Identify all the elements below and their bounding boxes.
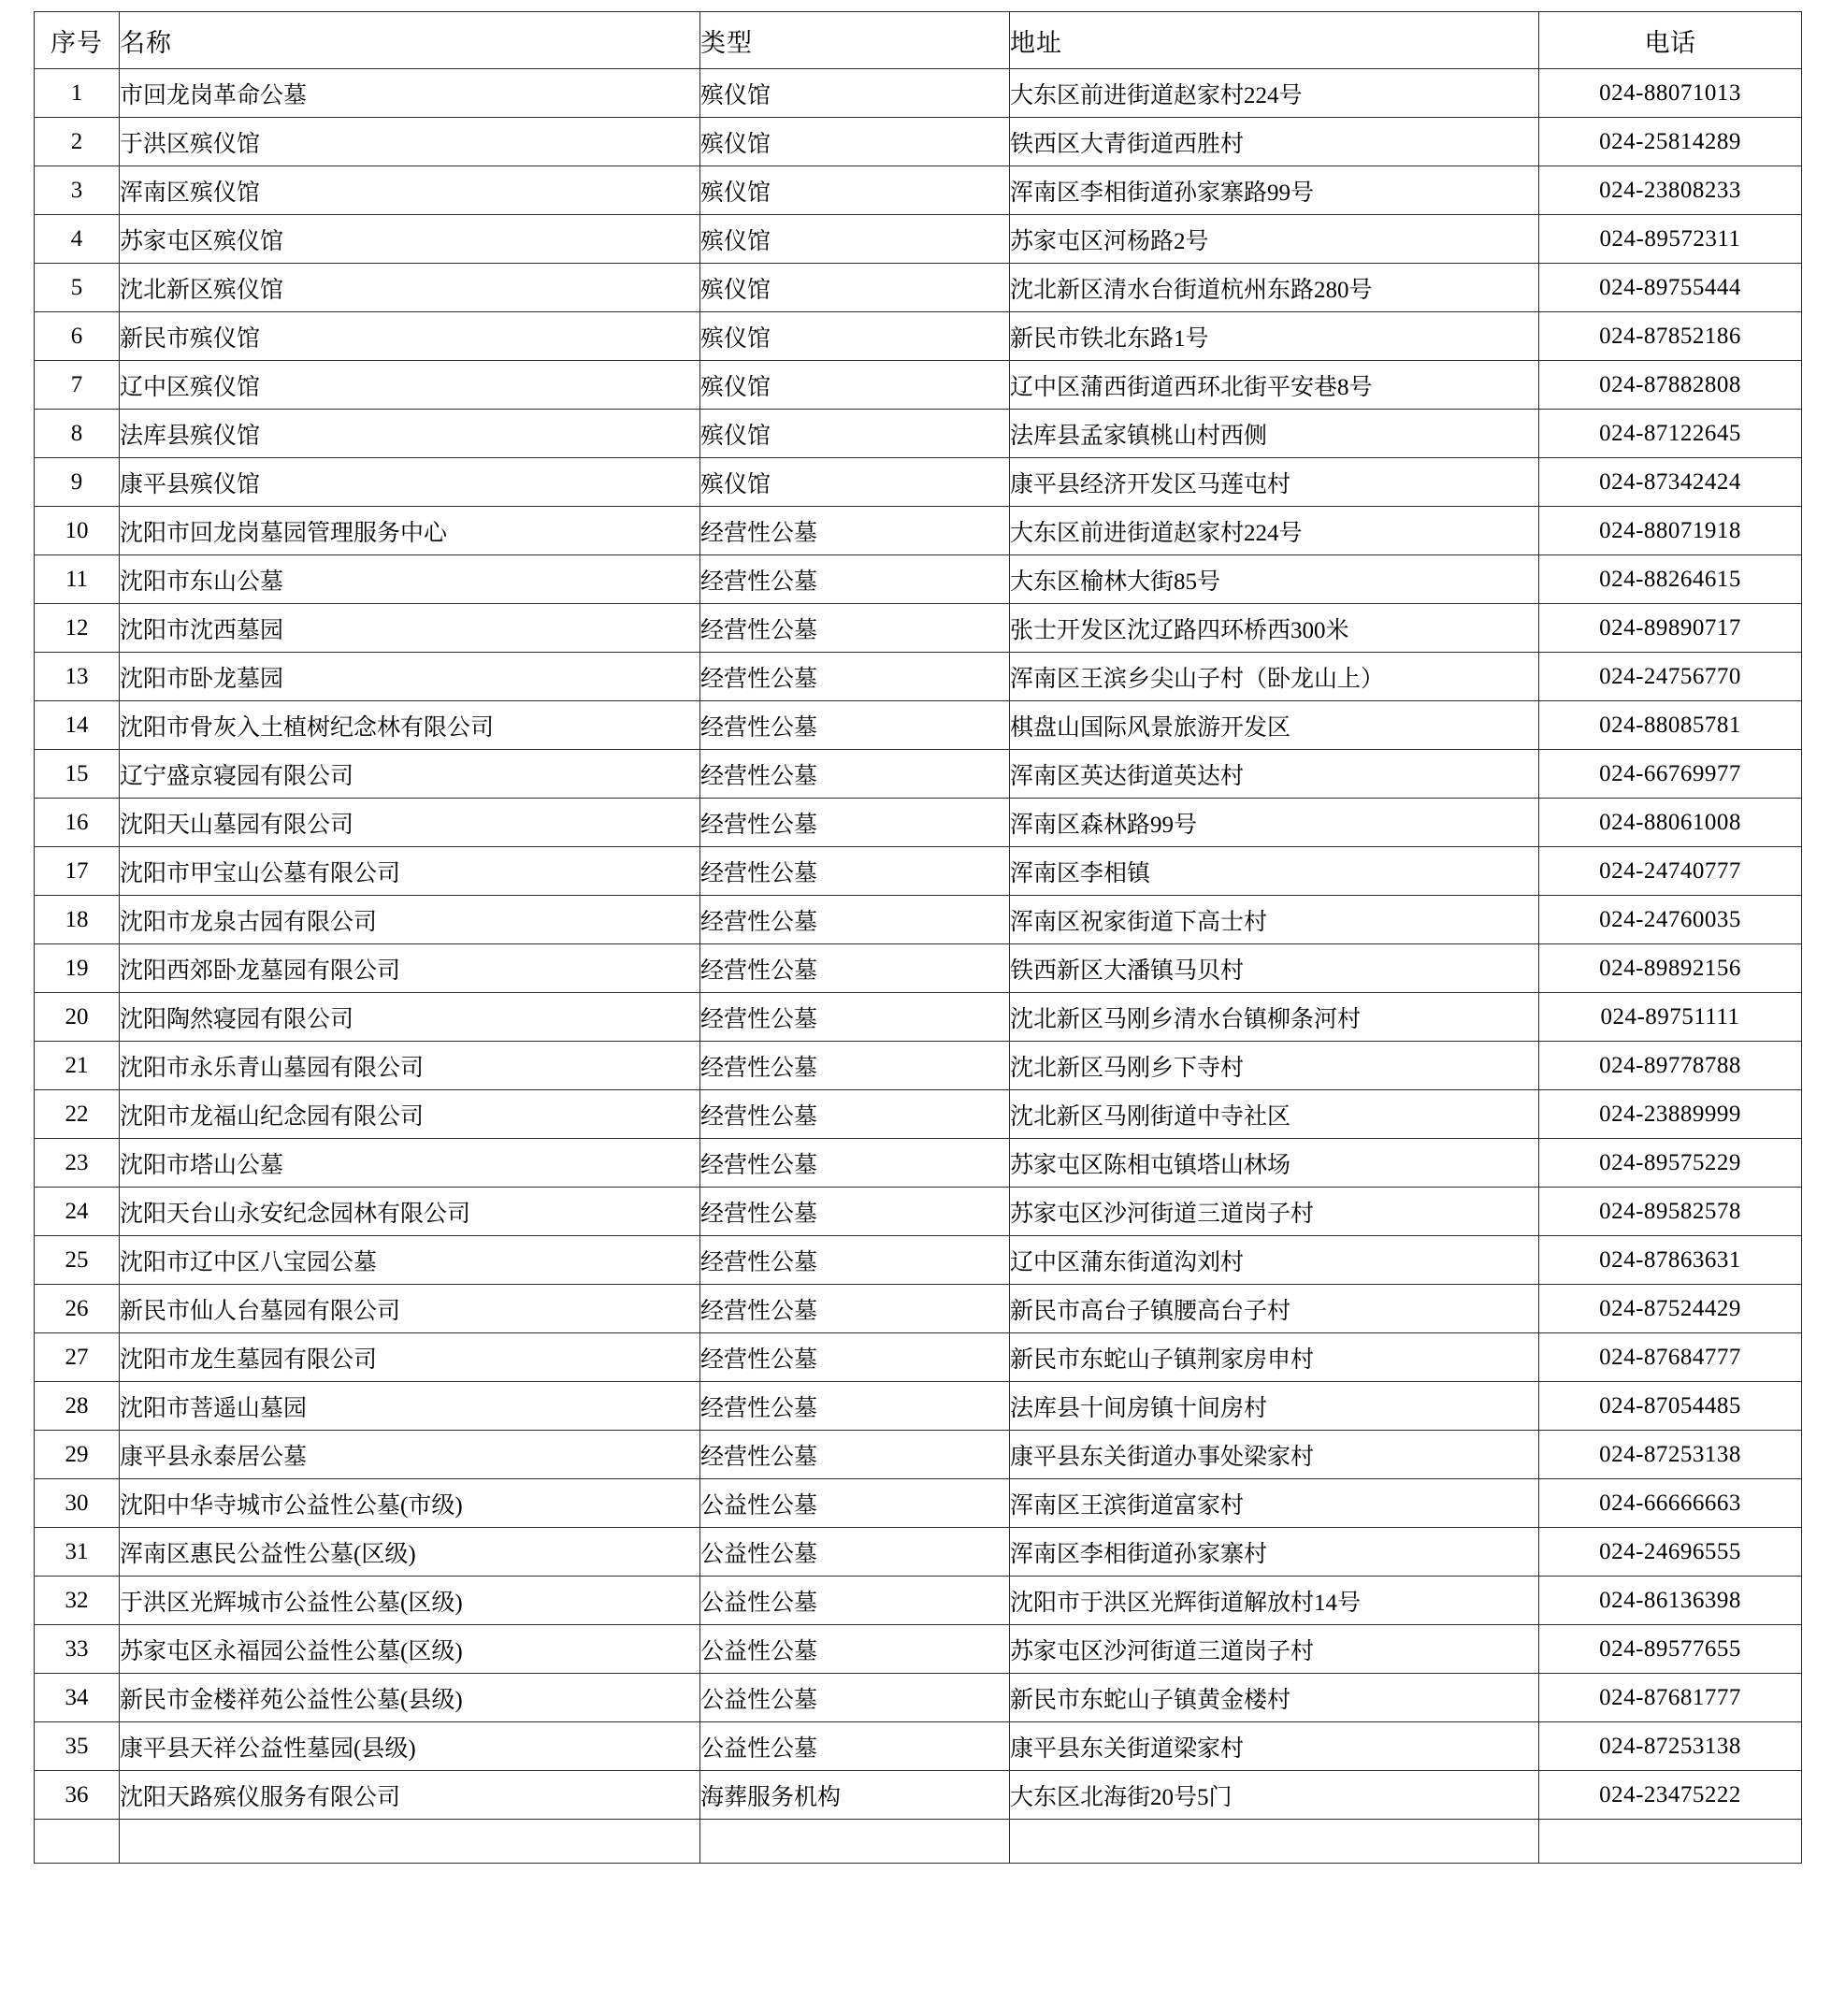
cell-name: 沈阳市东山公墓 — [120, 555, 700, 604]
cell-address: 大东区榆林大街85号 — [1010, 555, 1539, 604]
cell-type: 经营性公墓 — [700, 896, 1010, 944]
cell-address: 辽中区蒲东街道沟刘村 — [1010, 1236, 1539, 1285]
table-row — [35, 799, 1802, 847]
cell-address: 大东区前进街道赵家村224号 — [1010, 507, 1539, 555]
cell-phone — [1539, 1479, 1802, 1528]
cell-index: 30 — [35, 1479, 120, 1528]
cell-phone — [1539, 847, 1802, 896]
cell-address: 浑南区李相镇 — [1010, 847, 1539, 896]
cell-address: 铁西新区大潘镇马贝村 — [1010, 944, 1539, 993]
cell-index: 8 — [35, 410, 120, 458]
table-row — [35, 1431, 1802, 1479]
table-row — [35, 1042, 1802, 1090]
cell-name — [120, 1820, 700, 1864]
cell-type: 经营性公墓 — [700, 653, 1010, 701]
cell-index: 34 — [35, 1674, 120, 1722]
cell-type: 经营性公墓 — [700, 944, 1010, 993]
cell-phone — [1539, 750, 1802, 799]
cell-index: 3 — [35, 166, 120, 215]
cell-index: 32 — [35, 1577, 120, 1625]
cell-phone — [1539, 1139, 1802, 1188]
cell-name: 新民市仙人台墓园有限公司 — [120, 1285, 700, 1333]
table-row-blank — [35, 1820, 1802, 1864]
cell-index: 28 — [35, 1382, 120, 1431]
table-row — [35, 1625, 1802, 1674]
cell-type: 公益性公墓 — [700, 1528, 1010, 1577]
phone-value: 024-87863631 — [1599, 1246, 1741, 1273]
cell-phone — [1539, 1577, 1802, 1625]
cell-address: 张士开发区沈辽路四环桥西300米 — [1010, 604, 1539, 653]
cell-name: 沈阳陶然寝园有限公司 — [120, 993, 700, 1042]
cell-phone — [1539, 604, 1802, 653]
phone-value: 024-87342424 — [1599, 468, 1741, 495]
cell-type: 殡仪馆 — [700, 458, 1010, 507]
cell-phone — [1539, 312, 1802, 361]
cell-address: 新民市东蛇山子镇荆家房申村 — [1010, 1333, 1539, 1382]
cell-index: 4 — [35, 215, 120, 264]
cell-type: 殡仪馆 — [700, 410, 1010, 458]
table-row — [35, 1674, 1802, 1722]
cell-address: 大东区北海街20号5门 — [1010, 1771, 1539, 1820]
cell-index: 22 — [35, 1090, 120, 1139]
phone-value: 024-89778788 — [1599, 1052, 1741, 1078]
cell-name: 康平县永泰居公墓 — [120, 1431, 700, 1479]
cell-index: 27 — [35, 1333, 120, 1382]
cell-index: 14 — [35, 701, 120, 750]
cell-index: 16 — [35, 799, 120, 847]
cell-name: 于洪区光辉城市公益性公墓(区级) — [120, 1577, 700, 1625]
cell-address: 铁西区大青街道西胜村 — [1010, 118, 1539, 166]
cell-phone — [1539, 1820, 1802, 1864]
cell-address: 浑南区李相街道孙家寨村 — [1010, 1528, 1539, 1577]
cell-phone — [1539, 1625, 1802, 1674]
phone-value: 024-66769977 — [1599, 760, 1741, 786]
column-header-type: 类型 — [700, 12, 1010, 69]
cell-type: 经营性公墓 — [700, 701, 1010, 750]
cell-address: 苏家屯区陈相屯镇塔山林场 — [1010, 1139, 1539, 1188]
cell-address: 沈北新区马刚乡清水台镇柳条河村 — [1010, 993, 1539, 1042]
cell-address: 苏家屯区沙河街道三道岗子村 — [1010, 1625, 1539, 1674]
table-row — [35, 750, 1802, 799]
cell-name: 辽宁盛京寝园有限公司 — [120, 750, 700, 799]
cell-name: 辽中区殡仪馆 — [120, 361, 700, 410]
table-row — [35, 166, 1802, 215]
cell-name: 沈阳市回龙岗墓园管理服务中心 — [120, 507, 700, 555]
cell-phone — [1539, 507, 1802, 555]
cell-type: 殡仪馆 — [700, 312, 1010, 361]
cell-phone — [1539, 458, 1802, 507]
phone-value: 024-25814289 — [1599, 128, 1741, 154]
cell-name: 沈阳天台山永安纪念园林有限公司 — [120, 1188, 700, 1236]
phone-value: 024-88264615 — [1599, 566, 1741, 592]
cell-phone — [1539, 1528, 1802, 1577]
cell-index: 11 — [35, 555, 120, 604]
cell-address: 康平县经济开发区马莲屯村 — [1010, 458, 1539, 507]
cell-name: 沈阳市龙泉古园有限公司 — [120, 896, 700, 944]
cell-index: 25 — [35, 1236, 120, 1285]
cell-phone — [1539, 896, 1802, 944]
cell-index: 15 — [35, 750, 120, 799]
cell-name: 康平县天祥公益性墓园(县级) — [120, 1722, 700, 1771]
cell-address: 沈北新区清水台街道杭州东路280号 — [1010, 264, 1539, 312]
cell-phone — [1539, 993, 1802, 1042]
cell-index: 20 — [35, 993, 120, 1042]
phone-value: 024-88071013 — [1599, 79, 1741, 106]
cell-phone — [1539, 1042, 1802, 1090]
cell-type: 经营性公墓 — [700, 1236, 1010, 1285]
cell-address: 棋盘山国际风景旅游开发区 — [1010, 701, 1539, 750]
cell-address: 法库县十间房镇十间房村 — [1010, 1382, 1539, 1431]
column-header-name: 名称 — [120, 12, 700, 69]
table-row — [35, 701, 1802, 750]
table-row — [35, 653, 1802, 701]
cell-index: 23 — [35, 1139, 120, 1188]
funeral-facilities-table — [34, 11, 1802, 1864]
cell-phone — [1539, 555, 1802, 604]
cell-index: 24 — [35, 1188, 120, 1236]
cell-name: 浑南区惠民公益性公墓(区级) — [120, 1528, 700, 1577]
cell-name: 沈阳市龙福山纪念园有限公司 — [120, 1090, 700, 1139]
cell-name: 新民市殡仪馆 — [120, 312, 700, 361]
phone-value: 024-87122645 — [1599, 420, 1741, 446]
cell-phone — [1539, 215, 1802, 264]
phone-value: 024-89572311 — [1599, 225, 1741, 252]
cell-index: 31 — [35, 1528, 120, 1577]
table-row — [35, 118, 1802, 166]
table-row — [35, 1333, 1802, 1382]
cell-name: 市回龙岗革命公墓 — [120, 69, 700, 118]
phone-value: 024-87524429 — [1599, 1295, 1741, 1321]
phone-value: 024-24696555 — [1599, 1538, 1741, 1564]
cell-address: 沈北新区马刚街道中寺社区 — [1010, 1090, 1539, 1139]
cell-phone — [1539, 1333, 1802, 1382]
cell-index: 33 — [35, 1625, 120, 1674]
cell-index: 36 — [35, 1771, 120, 1820]
table-row — [35, 1528, 1802, 1577]
cell-index: 13 — [35, 653, 120, 701]
cell-index: 35 — [35, 1722, 120, 1771]
cell-phone — [1539, 1236, 1802, 1285]
cell-phone — [1539, 653, 1802, 701]
column-header-phone: 电话 — [1539, 12, 1802, 69]
cell-index: 21 — [35, 1042, 120, 1090]
cell-address: 浑南区王滨乡尖山子村（卧龙山上） — [1010, 653, 1539, 701]
table-row — [35, 507, 1802, 555]
cell-index — [35, 1820, 120, 1864]
cell-index: 7 — [35, 361, 120, 410]
cell-name: 沈阳市骨灰入土植树纪念林有限公司 — [120, 701, 700, 750]
table-row — [35, 1188, 1802, 1236]
phone-value: 024-88071918 — [1599, 517, 1741, 543]
phone-value: 024-23889999 — [1599, 1101, 1741, 1127]
cell-type: 殡仪馆 — [700, 166, 1010, 215]
phone-value: 024-23808233 — [1599, 177, 1741, 203]
cell-type: 经营性公墓 — [700, 1188, 1010, 1236]
table-row — [35, 1382, 1802, 1431]
cell-name: 沈阳市龙生墓园有限公司 — [120, 1333, 700, 1382]
cell-type: 经营性公墓 — [700, 750, 1010, 799]
cell-index: 18 — [35, 896, 120, 944]
cell-type: 经营性公墓 — [700, 847, 1010, 896]
cell-phone — [1539, 361, 1802, 410]
cell-name: 沈阳中华寺城市公益性公墓(市级) — [120, 1479, 700, 1528]
phone-value: 024-87684777 — [1599, 1344, 1741, 1370]
cell-index: 6 — [35, 312, 120, 361]
table-row — [35, 361, 1802, 410]
phone-value: 024-89582578 — [1599, 1198, 1741, 1224]
phone-value: 024-23475222 — [1599, 1781, 1741, 1807]
cell-index: 10 — [35, 507, 120, 555]
cell-address: 浑南区森林路99号 — [1010, 799, 1539, 847]
table-row — [35, 1479, 1802, 1528]
cell-address: 大东区前进街道赵家村224号 — [1010, 69, 1539, 118]
table-header — [35, 12, 1802, 69]
cell-phone — [1539, 799, 1802, 847]
phone-value: 024-24756770 — [1599, 663, 1741, 689]
cell-phone — [1539, 701, 1802, 750]
cell-type: 经营性公墓 — [700, 1042, 1010, 1090]
cell-name: 沈阳市永乐青山墓园有限公司 — [120, 1042, 700, 1090]
cell-type: 公益性公墓 — [700, 1577, 1010, 1625]
cell-type: 经营性公墓 — [700, 1139, 1010, 1188]
cell-name: 康平县殡仪馆 — [120, 458, 700, 507]
cell-address: 新民市东蛇山子镇黄金楼村 — [1010, 1674, 1539, 1722]
table-row — [35, 1771, 1802, 1820]
cell-address: 沈北新区马刚乡下寺村 — [1010, 1042, 1539, 1090]
cell-name: 浑南区殡仪馆 — [120, 166, 700, 215]
cell-type: 经营性公墓 — [700, 1285, 1010, 1333]
phone-value: 024-89751111 — [1600, 1003, 1740, 1030]
table-row — [35, 458, 1802, 507]
cell-type: 经营性公墓 — [700, 1382, 1010, 1431]
cell-phone — [1539, 1090, 1802, 1139]
table-row — [35, 215, 1802, 264]
phone-value: 024-88085781 — [1599, 712, 1741, 738]
table-row — [35, 1139, 1802, 1188]
cell-type: 经营性公墓 — [700, 1333, 1010, 1382]
phone-value: 024-89890717 — [1599, 614, 1741, 641]
table-row — [35, 847, 1802, 896]
column-header-index: 序号 — [35, 12, 120, 69]
cell-phone — [1539, 69, 1802, 118]
cell-address: 新民市高台子镇腰高台子村 — [1010, 1285, 1539, 1333]
cell-name: 沈阳天山墓园有限公司 — [120, 799, 700, 847]
cell-type: 殡仪馆 — [700, 264, 1010, 312]
phone-value: 024-87882808 — [1599, 371, 1741, 397]
cell-name: 苏家屯区永福园公益性公墓(区级) — [120, 1625, 700, 1674]
cell-index: 19 — [35, 944, 120, 993]
cell-address: 苏家屯区沙河街道三道岗子村 — [1010, 1188, 1539, 1236]
cell-phone — [1539, 1188, 1802, 1236]
cell-address: 浑南区祝家街道下高士村 — [1010, 896, 1539, 944]
table-row — [35, 410, 1802, 458]
table-row — [35, 264, 1802, 312]
table-row — [35, 993, 1802, 1042]
phone-value: 024-87253138 — [1599, 1733, 1741, 1759]
phone-value: 024-24740777 — [1599, 857, 1741, 884]
cell-address: 沈阳市于洪区光辉街道解放村14号 — [1010, 1577, 1539, 1625]
cell-phone — [1539, 1285, 1802, 1333]
cell-address — [1010, 1820, 1539, 1864]
cell-type: 经营性公墓 — [700, 555, 1010, 604]
cell-type: 公益性公墓 — [700, 1625, 1010, 1674]
table-row — [35, 312, 1802, 361]
phone-value: 024-24760035 — [1599, 906, 1741, 932]
cell-type: 公益性公墓 — [700, 1722, 1010, 1771]
cell-phone — [1539, 410, 1802, 458]
cell-index: 12 — [35, 604, 120, 653]
cell-type: 殡仪馆 — [700, 215, 1010, 264]
cell-type: 经营性公墓 — [700, 1090, 1010, 1139]
table-header-row — [35, 12, 1802, 69]
cell-type: 殡仪馆 — [700, 361, 1010, 410]
cell-type: 经营性公墓 — [700, 799, 1010, 847]
cell-type — [700, 1820, 1010, 1864]
table-row — [35, 69, 1802, 118]
cell-address: 康平县东关街道梁家村 — [1010, 1722, 1539, 1771]
cell-phone — [1539, 264, 1802, 312]
cell-phone — [1539, 166, 1802, 215]
phone-value: 024-88061008 — [1599, 809, 1741, 835]
cell-phone — [1539, 1382, 1802, 1431]
cell-name: 沈阳天路殡仪服务有限公司 — [120, 1771, 700, 1820]
phone-value: 024-89892156 — [1599, 955, 1741, 981]
cell-type: 经营性公墓 — [700, 1431, 1010, 1479]
cell-type: 公益性公墓 — [700, 1674, 1010, 1722]
column-header-address: 地址 — [1010, 12, 1539, 69]
cell-index: 26 — [35, 1285, 120, 1333]
cell-index: 5 — [35, 264, 120, 312]
cell-name: 于洪区殡仪馆 — [120, 118, 700, 166]
cell-phone — [1539, 1722, 1802, 1771]
cell-address: 浑南区王滨街道富家村 — [1010, 1479, 1539, 1528]
cell-index: 2 — [35, 118, 120, 166]
cell-type: 经营性公墓 — [700, 604, 1010, 653]
cell-name: 沈阳西郊卧龙墓园有限公司 — [120, 944, 700, 993]
phone-value: 024-66666663 — [1599, 1490, 1741, 1516]
cell-type: 殡仪馆 — [700, 118, 1010, 166]
cell-type: 公益性公墓 — [700, 1479, 1010, 1528]
phone-value: 024-87054485 — [1599, 1392, 1741, 1418]
cell-name: 苏家屯区殡仪馆 — [120, 215, 700, 264]
table-row — [35, 1577, 1802, 1625]
cell-name: 法库县殡仪馆 — [120, 410, 700, 458]
cell-phone — [1539, 1674, 1802, 1722]
cell-type: 经营性公墓 — [700, 993, 1010, 1042]
cell-index: 17 — [35, 847, 120, 896]
table-row — [35, 555, 1802, 604]
table-row — [35, 1722, 1802, 1771]
table-row — [35, 1236, 1802, 1285]
cell-name: 沈北新区殡仪馆 — [120, 264, 700, 312]
phone-value: 024-89577655 — [1599, 1635, 1741, 1662]
cell-type: 经营性公墓 — [700, 507, 1010, 555]
cell-name: 沈阳市塔山公墓 — [120, 1139, 700, 1188]
cell-name: 新民市金楼祥苑公益性公墓(县级) — [120, 1674, 700, 1722]
cell-name: 沈阳市沈西墓园 — [120, 604, 700, 653]
cell-phone — [1539, 1431, 1802, 1479]
phone-value: 024-86136398 — [1599, 1587, 1741, 1613]
cell-address: 浑南区英达街道英达村 — [1010, 750, 1539, 799]
cell-address: 浑南区李相街道孙家寨路99号 — [1010, 166, 1539, 215]
table-row — [35, 1285, 1802, 1333]
phone-value: 024-89575229 — [1599, 1149, 1741, 1175]
phone-value: 024-87253138 — [1599, 1441, 1741, 1467]
cell-phone — [1539, 1771, 1802, 1820]
cell-address: 辽中区蒲西街道西环北街平安巷8号 — [1010, 361, 1539, 410]
cell-address: 法库县孟家镇桃山村西侧 — [1010, 410, 1539, 458]
cell-name: 沈阳市卧龙墓园 — [120, 653, 700, 701]
cell-name: 沈阳市菩遥山墓园 — [120, 1382, 700, 1431]
cell-index: 29 — [35, 1431, 120, 1479]
cell-address: 新民市铁北东路1号 — [1010, 312, 1539, 361]
cell-address: 康平县东关街道办事处梁家村 — [1010, 1431, 1539, 1479]
table-body — [35, 69, 1802, 1864]
cell-name: 沈阳市甲宝山公墓有限公司 — [120, 847, 700, 896]
cell-type: 殡仪馆 — [700, 69, 1010, 118]
table-row — [35, 944, 1802, 993]
table-row — [35, 604, 1802, 653]
cell-index: 9 — [35, 458, 120, 507]
cell-phone — [1539, 118, 1802, 166]
phone-value: 024-87681777 — [1599, 1684, 1741, 1710]
table-row — [35, 896, 1802, 944]
table-row — [35, 1090, 1802, 1139]
phone-value: 024-89755444 — [1599, 274, 1741, 300]
phone-value: 024-87852186 — [1599, 323, 1741, 349]
cell-type: 海葬服务机构 — [700, 1771, 1010, 1820]
cell-address: 苏家屯区河杨路2号 — [1010, 215, 1539, 264]
cell-index: 1 — [35, 69, 120, 118]
cell-name: 沈阳市辽中区八宝园公墓 — [120, 1236, 700, 1285]
cell-phone — [1539, 944, 1802, 993]
